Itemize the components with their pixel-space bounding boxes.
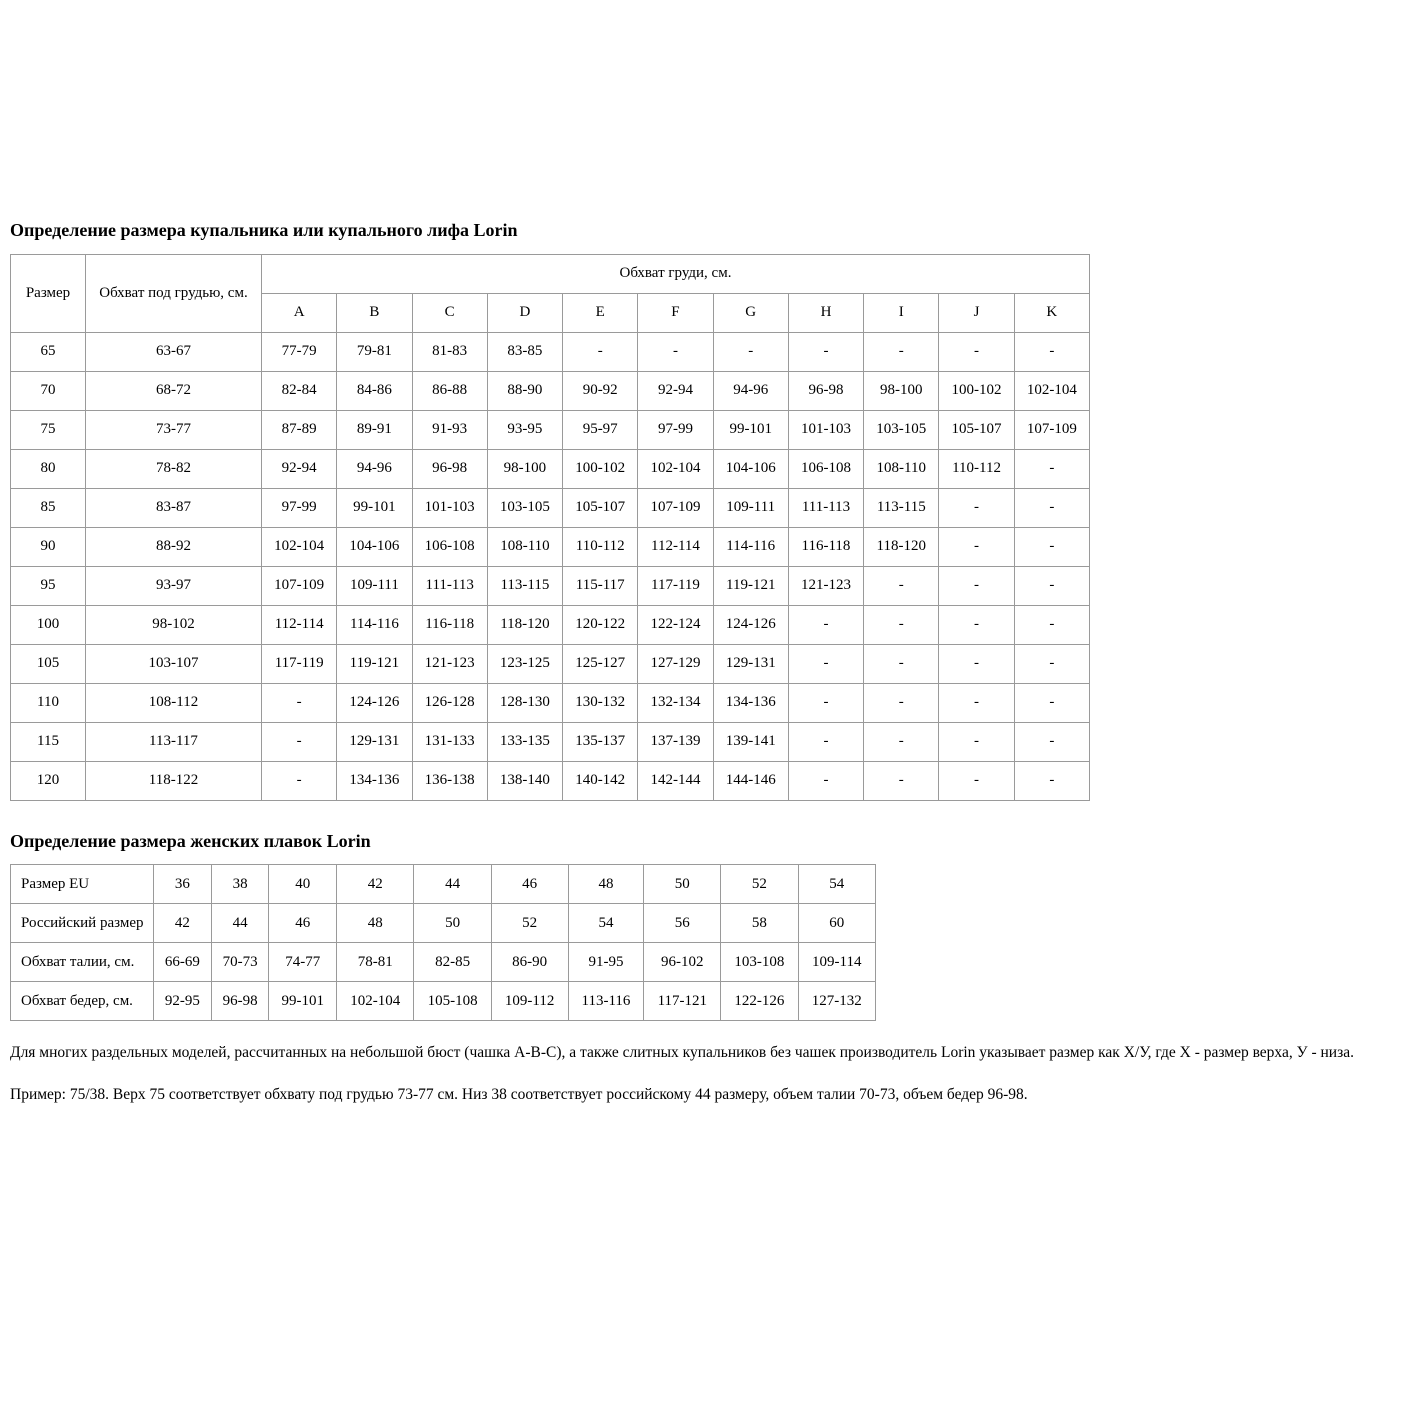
- table-cell: 115-117: [563, 566, 638, 605]
- table-cell: -: [864, 566, 939, 605]
- table-cell: -: [939, 488, 1014, 527]
- bra-header-group-row: [11, 254, 1090, 293]
- underbust-cell: 93-97: [86, 566, 262, 605]
- table-cell: 130-132: [563, 683, 638, 722]
- table-cell: -: [788, 644, 863, 683]
- table-cell: 91-95: [568, 943, 644, 982]
- table-cell: 100-102: [563, 449, 638, 488]
- size-cell: 100: [11, 605, 86, 644]
- table-row: [11, 761, 1090, 800]
- table-cell: -: [939, 644, 1014, 683]
- size-cell: 80: [11, 449, 86, 488]
- table-cell: -: [1014, 722, 1089, 761]
- table-cell: 119-121: [337, 644, 412, 683]
- table-cell: 106-108: [788, 449, 863, 488]
- table-cell: 119-121: [713, 566, 788, 605]
- table-cell: 92-94: [638, 371, 713, 410]
- table-cell: 124-126: [337, 683, 412, 722]
- table-cell: 129-131: [337, 722, 412, 761]
- table-cell: 139-141: [713, 722, 788, 761]
- table-cell: 113-116: [568, 982, 644, 1021]
- table-cell: 52: [491, 904, 568, 943]
- table-cell: 42: [337, 865, 414, 904]
- table-cell: 81-83: [412, 332, 487, 371]
- size-cell: 85: [11, 488, 86, 527]
- table-cell: 121-123: [788, 566, 863, 605]
- table-cell: -: [638, 332, 713, 371]
- size-cell: 95: [11, 566, 86, 605]
- table-cell: 102-104: [262, 527, 337, 566]
- table-cell: -: [262, 722, 337, 761]
- table-cell: 102-104: [638, 449, 713, 488]
- table-cell: 40: [269, 865, 337, 904]
- table-cell: 107-109: [638, 488, 713, 527]
- row-label: Обхват бедер, см.: [11, 982, 154, 1021]
- table-cell: 121-123: [412, 644, 487, 683]
- cup-header-I: I: [864, 293, 939, 332]
- table-cell: 134-136: [337, 761, 412, 800]
- table-cell: 96-102: [644, 943, 721, 982]
- size-cell: 105: [11, 644, 86, 683]
- table-row: [11, 410, 1090, 449]
- table-row: [11, 371, 1090, 410]
- table-cell: 131-133: [412, 722, 487, 761]
- underbust-cell: 118-122: [86, 761, 262, 800]
- table-cell: 86-88: [412, 371, 487, 410]
- table-cell: 38: [211, 865, 269, 904]
- table-cell: -: [788, 332, 863, 371]
- table-cell: -: [1014, 644, 1089, 683]
- col-header-underbust: Обхват под грудью, см.: [86, 254, 262, 332]
- table-cell: 140-142: [563, 761, 638, 800]
- table-cell: -: [939, 722, 1014, 761]
- table-cell: 111-113: [412, 566, 487, 605]
- table-cell: 109-114: [798, 943, 875, 982]
- table-cell: 109-111: [337, 566, 412, 605]
- table-cell: 99-101: [713, 410, 788, 449]
- table-cell: 133-135: [487, 722, 562, 761]
- table-cell: 56: [644, 904, 721, 943]
- row-label: Обхват талии, см.: [11, 943, 154, 982]
- table-cell: 122-124: [638, 605, 713, 644]
- table-cell: -: [788, 761, 863, 800]
- table-cell: 142-144: [638, 761, 713, 800]
- table-cell: 114-116: [713, 527, 788, 566]
- table-cell: 114-116: [337, 605, 412, 644]
- table-cell: 107-109: [262, 566, 337, 605]
- table-cell: 113-115: [487, 566, 562, 605]
- size-cell: 110: [11, 683, 86, 722]
- table-cell: 107-109: [1014, 410, 1089, 449]
- size-cell: 90: [11, 527, 86, 566]
- table-cell: 89-91: [337, 410, 412, 449]
- table-cell: -: [1014, 332, 1089, 371]
- underbust-cell: 78-82: [86, 449, 262, 488]
- table-cell: 118-120: [487, 605, 562, 644]
- table-cell: 112-114: [638, 527, 713, 566]
- table-cell: -: [262, 761, 337, 800]
- table-cell: 128-130: [487, 683, 562, 722]
- table-cell: -: [864, 761, 939, 800]
- table-cell: -: [1014, 605, 1089, 644]
- bra-section-title: Определение размера купальника или купального лифа Lorin: [10, 220, 518, 240]
- table-cell: 104-106: [337, 527, 412, 566]
- table-cell: 108-110: [487, 527, 562, 566]
- table-cell: 44: [211, 904, 269, 943]
- table-cell: -: [1014, 449, 1089, 488]
- table-cell: 102-104: [1014, 371, 1089, 410]
- table-cell: 98-100: [864, 371, 939, 410]
- cup-header-C: C: [412, 293, 487, 332]
- size-cell: 75: [11, 410, 86, 449]
- table-cell: 93-95: [487, 410, 562, 449]
- table-cell: -: [939, 605, 1014, 644]
- row-label: Размер EU: [11, 865, 154, 904]
- table-cell: 108-110: [864, 449, 939, 488]
- row-label: Российский размер: [11, 904, 154, 943]
- table-cell: -: [262, 683, 337, 722]
- table-cell: 60: [798, 904, 875, 943]
- table-cell: 79-81: [337, 332, 412, 371]
- table-cell: 99-101: [269, 982, 337, 1021]
- underbust-cell: 68-72: [86, 371, 262, 410]
- table-cell: 111-113: [788, 488, 863, 527]
- table-cell: 99-101: [337, 488, 412, 527]
- table-cell: 102-104: [337, 982, 414, 1021]
- cup-header-K: K: [1014, 293, 1089, 332]
- table-cell: 109-112: [491, 982, 568, 1021]
- table-row: [11, 904, 876, 943]
- table-cell: 103-105: [864, 410, 939, 449]
- table-cell: 94-96: [337, 449, 412, 488]
- table-cell: 42: [154, 904, 212, 943]
- table-cell: 104-106: [713, 449, 788, 488]
- underbust-cell: 73-77: [86, 410, 262, 449]
- briefs-section-title: Определение размера женских плавок Lorin: [10, 830, 371, 851]
- table-cell: 92-94: [262, 449, 337, 488]
- table-cell: -: [1014, 527, 1089, 566]
- table-cell: 90-92: [563, 371, 638, 410]
- size-cell: 115: [11, 722, 86, 761]
- underbust-cell: 83-87: [86, 488, 262, 527]
- table-cell: 105-107: [563, 488, 638, 527]
- table-cell: 96-98: [211, 982, 269, 1021]
- table-row: [11, 982, 876, 1021]
- table-cell: 83-85: [487, 332, 562, 371]
- table-cell: 113-115: [864, 488, 939, 527]
- underbust-cell: 63-67: [86, 332, 262, 371]
- table-cell: 120-122: [563, 605, 638, 644]
- table-row: [11, 644, 1090, 683]
- table-cell: 117-119: [638, 566, 713, 605]
- cup-header-F: F: [638, 293, 713, 332]
- cup-header-G: G: [713, 293, 788, 332]
- table-cell: 97-99: [262, 488, 337, 527]
- table-cell: 94-96: [713, 371, 788, 410]
- table-cell: -: [939, 527, 1014, 566]
- table-cell: -: [864, 644, 939, 683]
- table-cell: 54: [568, 904, 644, 943]
- table-cell: 109-111: [713, 488, 788, 527]
- cup-header-E: E: [563, 293, 638, 332]
- table-cell: 50: [414, 904, 491, 943]
- underbust-cell: 88-92: [86, 527, 262, 566]
- table-cell: 110-112: [563, 527, 638, 566]
- table-cell: 103-105: [487, 488, 562, 527]
- table-cell: 70-73: [211, 943, 269, 982]
- table-cell: 52: [721, 865, 798, 904]
- table-cell: 105-107: [939, 410, 1014, 449]
- cup-header-D: D: [487, 293, 562, 332]
- table-row: [11, 449, 1090, 488]
- table-cell: 126-128: [412, 683, 487, 722]
- table-cell: 58: [721, 904, 798, 943]
- table-row: [11, 566, 1090, 605]
- table-cell: 91-93: [412, 410, 487, 449]
- table-cell: -: [864, 683, 939, 722]
- table-cell: 48: [337, 904, 414, 943]
- table-cell: 112-114: [262, 605, 337, 644]
- table-cell: 118-120: [864, 527, 939, 566]
- table-cell: -: [713, 332, 788, 371]
- table-cell: -: [788, 605, 863, 644]
- table-cell: 87-89: [262, 410, 337, 449]
- table-cell: -: [864, 605, 939, 644]
- bra-table-body: [11, 332, 1090, 800]
- table-cell: 74-77: [269, 943, 337, 982]
- underbust-cell: 103-107: [86, 644, 262, 683]
- table-cell: 44: [414, 865, 491, 904]
- table-cell: -: [1014, 761, 1089, 800]
- table-cell: 117-121: [644, 982, 721, 1021]
- table-cell: 144-146: [713, 761, 788, 800]
- cup-header-H: H: [788, 293, 863, 332]
- table-cell: 127-129: [638, 644, 713, 683]
- table-cell: 96-98: [788, 371, 863, 410]
- table-cell: 116-118: [412, 605, 487, 644]
- table-cell: 50: [644, 865, 721, 904]
- size-cell: 65: [11, 332, 86, 371]
- table-cell: 100-102: [939, 371, 1014, 410]
- briefs-size-table: [10, 864, 876, 1021]
- note-paragraph: Пример: 75/38. Верх 75 соответствует обхвату под грудью 73-77 см. Низ 38 соответствует российскому 44 размеру, объем талии 70-73, объем бедер 96-98.: [10, 1085, 1028, 1103]
- table-cell: 103-108: [721, 943, 798, 982]
- table-row: [11, 865, 876, 904]
- table-cell: 123-125: [487, 644, 562, 683]
- table-cell: 132-134: [638, 683, 713, 722]
- table-cell: -: [1014, 488, 1089, 527]
- table-cell: 66-69: [154, 943, 212, 982]
- table-cell: 54: [798, 865, 875, 904]
- table-row: [11, 527, 1090, 566]
- size-cell: 120: [11, 761, 86, 800]
- table-cell: 101-103: [412, 488, 487, 527]
- table-cell: 106-108: [412, 527, 487, 566]
- table-cell: 95-97: [563, 410, 638, 449]
- table-row: [11, 943, 876, 982]
- table-cell: 82-84: [262, 371, 337, 410]
- table-cell: 135-137: [563, 722, 638, 761]
- table-cell: 92-95: [154, 982, 212, 1021]
- table-cell: 48: [568, 865, 644, 904]
- table-cell: -: [1014, 566, 1089, 605]
- table-cell: 124-126: [713, 605, 788, 644]
- underbust-cell: 108-112: [86, 683, 262, 722]
- underbust-cell: 98-102: [86, 605, 262, 644]
- size-cell: 70: [11, 371, 86, 410]
- table-cell: -: [939, 683, 1014, 722]
- table-cell: 105-108: [414, 982, 491, 1021]
- table-cell: -: [939, 566, 1014, 605]
- table-cell: 46: [491, 865, 568, 904]
- table-row: [11, 332, 1090, 371]
- table-cell: 117-119: [262, 644, 337, 683]
- table-cell: 77-79: [262, 332, 337, 371]
- col-header-size: Размер: [11, 254, 86, 332]
- table-cell: 125-127: [563, 644, 638, 683]
- table-cell: 136-138: [412, 761, 487, 800]
- table-cell: -: [788, 683, 863, 722]
- table-cell: 134-136: [713, 683, 788, 722]
- table-cell: -: [864, 722, 939, 761]
- table-cell: 110-112: [939, 449, 1014, 488]
- table-cell: 82-85: [414, 943, 491, 982]
- bra-size-table: [10, 254, 1090, 801]
- table-cell: -: [563, 332, 638, 371]
- cup-header-B: B: [337, 293, 412, 332]
- table-cell: 97-99: [638, 410, 713, 449]
- table-cell: 137-139: [638, 722, 713, 761]
- table-cell: 86-90: [491, 943, 568, 982]
- table-cell: 101-103: [788, 410, 863, 449]
- notes: [10, 1043, 1394, 1104]
- table-cell: 36: [154, 865, 212, 904]
- table-cell: 116-118: [788, 527, 863, 566]
- table-cell: -: [939, 761, 1014, 800]
- table-cell: 46: [269, 904, 337, 943]
- table-cell: 129-131: [713, 644, 788, 683]
- table-cell: 138-140: [487, 761, 562, 800]
- table-cell: 127-132: [798, 982, 875, 1021]
- table-row: [11, 683, 1090, 722]
- cup-header-J: J: [939, 293, 1014, 332]
- underbust-cell: 113-117: [86, 722, 262, 761]
- table-row: [11, 605, 1090, 644]
- table-cell: -: [1014, 683, 1089, 722]
- table-cell: -: [864, 332, 939, 371]
- table-cell: 96-98: [412, 449, 487, 488]
- table-row: [11, 722, 1090, 761]
- bra-table-head: [11, 254, 1090, 332]
- table-cell: 88-90: [487, 371, 562, 410]
- table-cell: -: [788, 722, 863, 761]
- briefs-table-body: [11, 865, 876, 1021]
- cup-header-A: A: [262, 293, 337, 332]
- note-paragraph: Для многих раздельных моделей, рассчитанных на небольшой бюст (чашка A-B-C), а также слитных купальников без чашек производитель Lorin указывает размер как Х/У, где Х - размер верха, У - низа.: [10, 1044, 1354, 1062]
- col-header-bust-group: Обхват груди, см.: [262, 254, 1090, 293]
- table-cell: -: [939, 332, 1014, 371]
- table-cell: 78-81: [337, 943, 414, 982]
- table-cell: 98-100: [487, 449, 562, 488]
- table-cell: 122-126: [721, 982, 798, 1021]
- table-cell: 84-86: [337, 371, 412, 410]
- table-row: [11, 488, 1090, 527]
